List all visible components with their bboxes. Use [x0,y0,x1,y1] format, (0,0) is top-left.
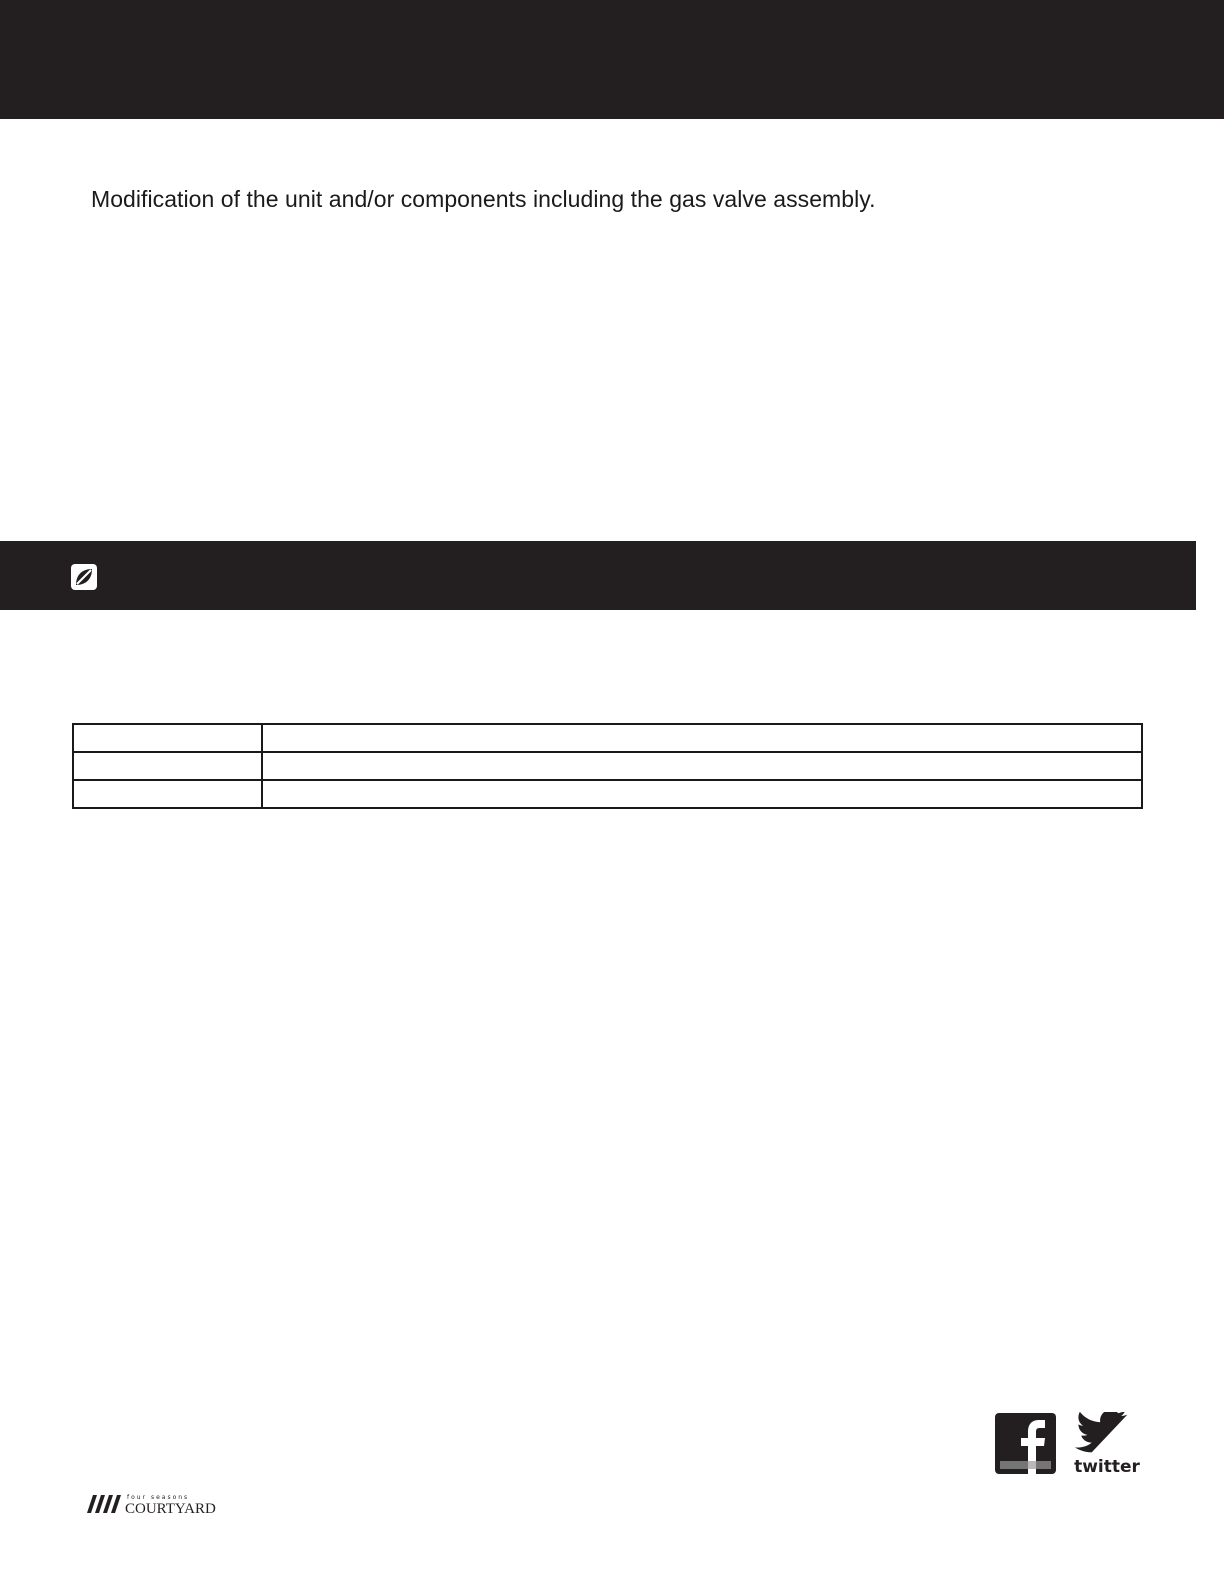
twitter-icon[interactable] [1072,1412,1142,1476]
top-header-band [0,0,1224,119]
data-table [72,723,1143,809]
table-row [73,752,1142,780]
brand-tagline: four seasons [127,1494,190,1501]
body-paragraph: Modification of the unit and/or components including the gas valve assembly. [91,186,876,212]
courtyard-logo[interactable] [83,1491,233,1517]
table-row [73,724,1142,752]
leaf-icon [71,564,97,590]
brand-name: COURTYARD [125,1501,216,1517]
table-cell [73,780,262,808]
facebook-icon[interactable] [995,1413,1056,1474]
table-cell [262,780,1142,808]
table-cell [262,752,1142,780]
section-header-band [0,541,1196,610]
table-row [73,780,1142,808]
table-cell [262,724,1142,752]
table-cell [73,752,262,780]
twitter-label: twitter [1074,1457,1140,1476]
table-cell [73,724,262,752]
